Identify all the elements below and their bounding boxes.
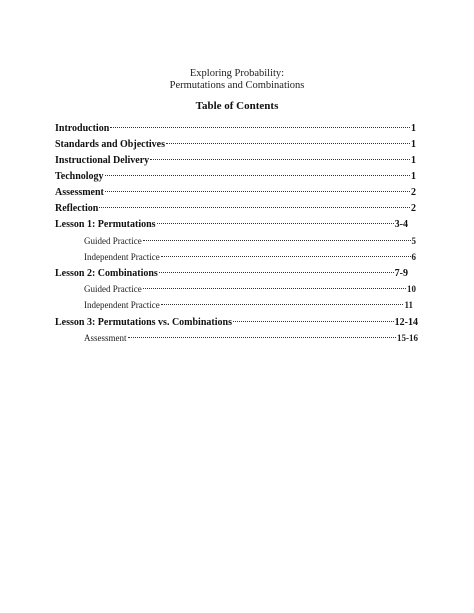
toc-entry-lesson-2-independent-practice[interactable] [84,300,413,314]
document-title [0,68,474,92]
toc-entry-page: 10 [407,284,416,294]
toc-entry-page: 3-4 [394,219,408,230]
toc-entry-lesson-1-permutations[interactable] [55,219,408,233]
toc-entry-label: Guided Practice [84,284,142,294]
toc-entry-lesson-1-guided-practice[interactable] [84,236,416,250]
toc-entry-label: Lesson 1: Permutations [55,219,156,230]
toc-entry-instructional-delivery[interactable] [55,155,416,169]
toc-entry-label: Assessment [84,333,127,343]
toc-dot-leader [150,159,410,160]
toc-heading: Table of Contents [195,100,279,112]
document-title-line1: Exploring Probability: [189,68,285,79]
toc-dot-leader [143,240,411,241]
toc-entry-page: 11 [404,300,413,310]
toc-entry-label: Guided Practice [84,236,142,246]
toc-entry-page: 1 [411,123,416,134]
toc-entry-label: Introduction [55,123,110,134]
toc-dot-leader [99,207,410,208]
toc-dot-leader [157,223,394,224]
toc-dot-leader [110,127,410,128]
toc-entry-label: Reflection [55,203,99,214]
toc-dot-leader [159,272,394,273]
toc-dot-leader [166,143,410,144]
toc-entry-introduction[interactable] [55,123,416,137]
toc-entry-lesson-3-assessment[interactable] [84,333,418,347]
toc-entry-label: Independent Practice [84,300,160,310]
toc-entry-lesson-2-combinations[interactable] [55,268,408,282]
toc-entry-lesson-1-independent-practice[interactable] [84,252,416,266]
toc-dot-leader [161,304,404,305]
toc-entry-label: Assessment [55,187,104,198]
toc-entry-technology[interactable] [55,171,416,185]
toc-entry-lesson-3-permutations-vs-combinations[interactable] [55,317,418,331]
toc-entry-page: 5 [411,236,416,246]
document-title-line2: Permutations and Combinations [169,80,305,91]
toc-entry-lesson-2-guided-practice[interactable] [84,284,416,298]
toc-entry-label: Instructional Delivery [55,155,150,166]
toc-entry-label: Lesson 2: Combinations [55,268,158,279]
toc-dot-leader [161,256,411,257]
toc-entry-page: 15-16 [397,333,418,343]
toc-entry-label: Technology [55,171,104,182]
toc-dot-leader [233,321,394,322]
toc-dot-leader [105,191,410,192]
toc-entry-page: 12-14 [394,317,418,328]
toc-entry-page: 6 [411,252,416,262]
toc-entry-page: 1 [411,155,416,166]
toc-entry-assessment[interactable] [55,187,416,201]
toc-entry-label: Independent Practice [84,252,160,262]
toc-entry-page: 1 [411,171,416,182]
toc-dot-leader [105,175,410,176]
toc-entry-standards-and-objectives[interactable] [55,139,416,153]
toc-entry-page: 7-9 [394,268,408,279]
toc-entry-page: 2 [411,187,416,198]
toc-entry-label: Lesson 3: Permutations vs. Combinations [55,317,232,328]
toc-dot-leader [143,288,406,289]
toc-entry-reflection[interactable] [55,203,416,217]
toc-entry-page: 1 [411,139,416,150]
toc-dot-leader [128,337,397,338]
toc-entry-page: 2 [411,203,416,214]
toc-entry-label: Standards and Objectives [55,139,166,150]
